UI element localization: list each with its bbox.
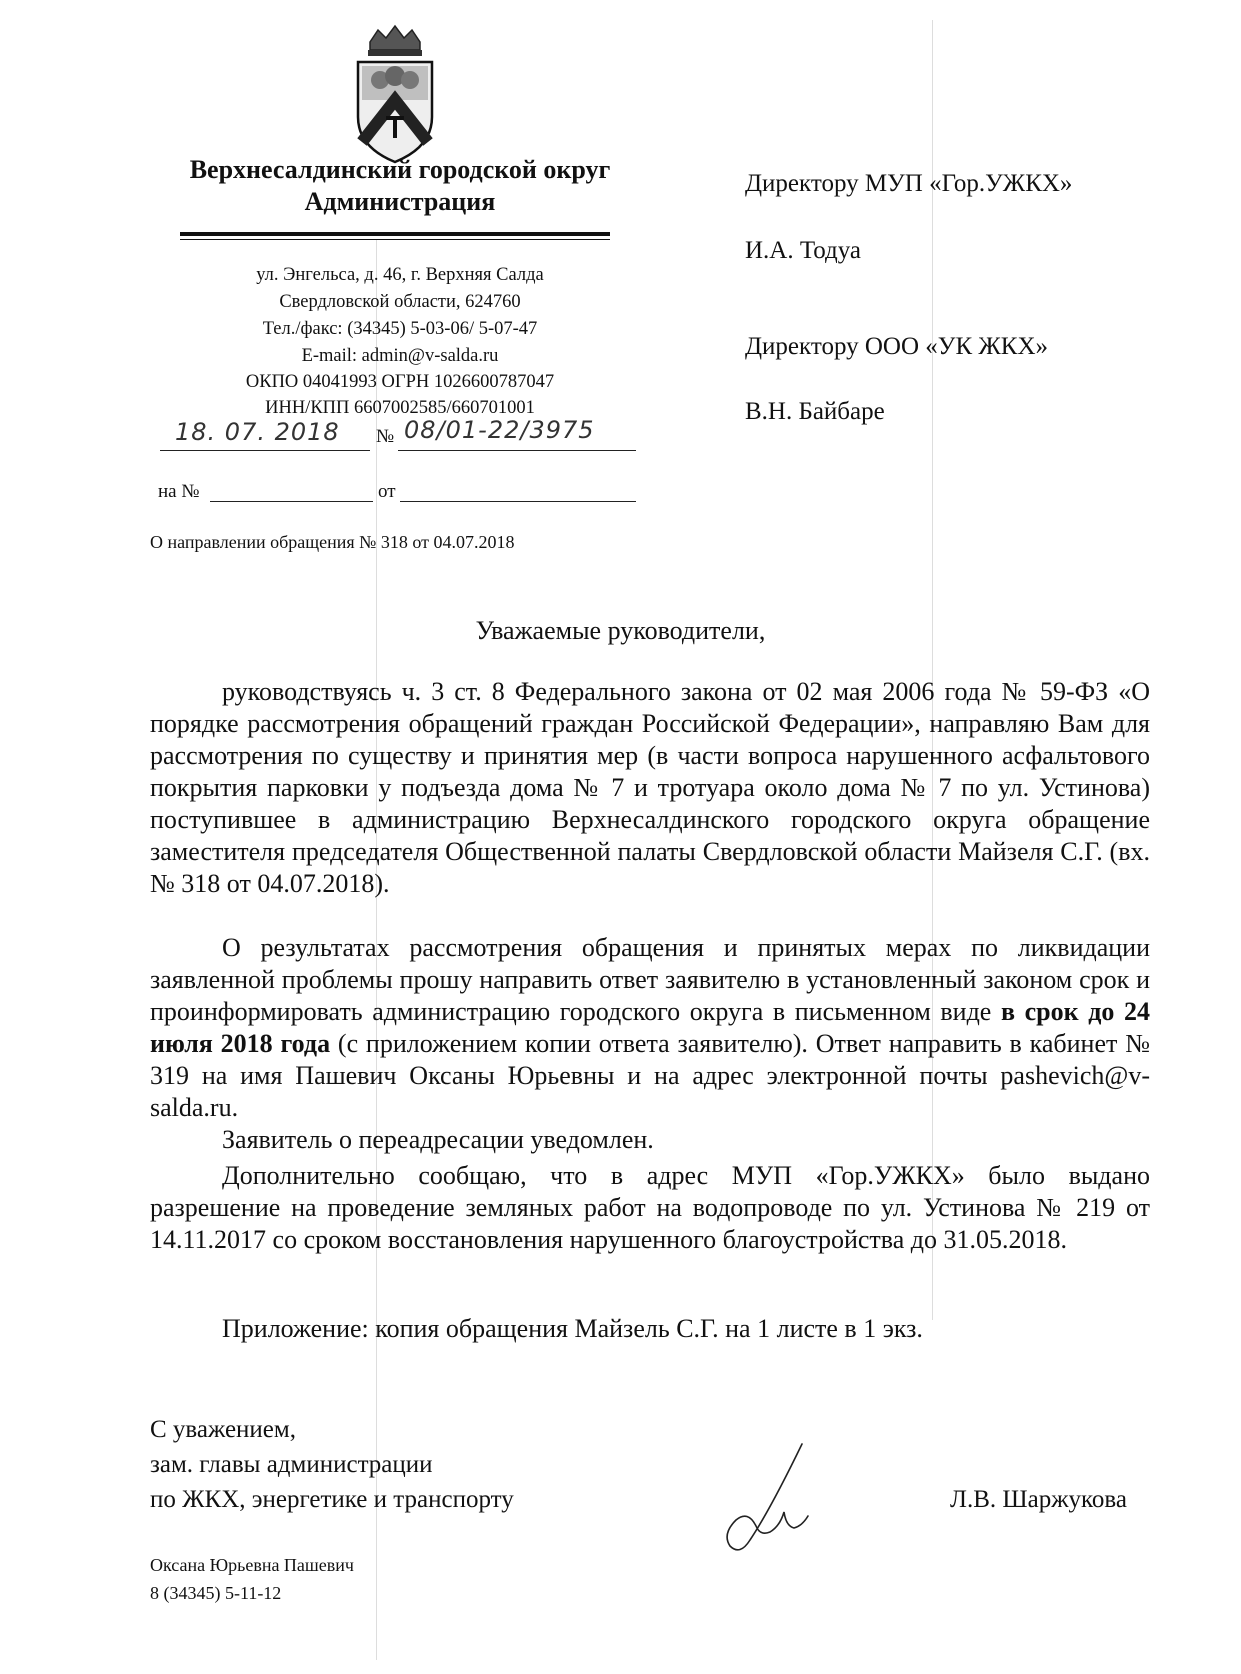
phone-fax-line: Тел./факс: (34345) 5-03-06/ 5-07-47 <box>262 319 538 339</box>
number-underline <box>398 450 636 451</box>
body-paragraph-4-text: Дополнительно сообщаю, что в адрес МУП «Гор.УЖКХ» было выдано разрешение на проведение земляных работ на водопроводе по ул. Устинова № 219 от 14.11.2017 со сроком восстановления нарушенного благоустройства до 31.05.2018. <box>150 1161 1150 1254</box>
na-underline <box>210 501 373 502</box>
recipient-2-name: В.Н. Байбаре <box>745 398 885 425</box>
coat-of-arms-emblem <box>350 22 440 172</box>
body-paragraph-3 <box>150 1124 1150 1156</box>
body-paragraph-1 <box>150 676 1150 900</box>
body-paragraph-4 <box>150 1160 1150 1256</box>
attachment-line: Приложение: копия обращения Майзель С.Г. на 1 листе в 1 экз. <box>222 1314 923 1343</box>
body-paragraph-3-text: Заявитель о переадресации уведомлен. <box>222 1125 654 1154</box>
closing: С уважением, <box>150 1416 296 1443</box>
body-paragraph-2-end: (с приложением копии ответа заявителю). Ответ направить в кабинет № 319 на имя Пашевич Оксаны Юрьевны и на адрес электронной почты pashevich@v-salda.ru. <box>150 1029 1150 1122</box>
body-paragraph-2 <box>150 932 1150 1124</box>
greeting: Уважаемые руководители, <box>475 616 766 645</box>
inn-kpp-line: ИНН/КПП 6607002585/660701001 <box>265 398 535 418</box>
header-rule-thin <box>180 239 610 240</box>
body-paragraph-2-text: О результатах рассмотрения обращения и принятых мерах по ликвидации заявленной проблемы прошу направить ответ заявителю в установленный законом срок и проинформировать администрацию городского округа в письменном виде <box>150 933 1150 1026</box>
organization-name: Верхнесалдинский городской округ <box>189 155 611 184</box>
na-label: на № <box>158 481 200 502</box>
signer-department: по ЖКХ, энергетике и транспорту <box>150 1486 514 1513</box>
number-label: № <box>376 426 395 447</box>
okpo-ogrn-line: ОКПО 04041993 ОГРН 1026600787047 <box>245 372 555 392</box>
recipient-2-title: Директору ООО «УК ЖКХ» <box>745 333 1049 360</box>
recipient-1-title: Директору МУП «Гор.УЖКХ» <box>745 170 1073 197</box>
signer-position: зам. главы администрации <box>150 1451 433 1478</box>
body-paragraph-1-text: руководствуясь ч. 3 ст. 8 Федерального закона от 02 мая 2006 года № 59-ФЗ «О порядке рассмотрения обращений граждан Российской Федерации», направляю Вам для рассмотрения по существу и принятия мер (в части вопроса нарушенного асфальтового покрытия парковки у подъезда дома № 7 и тротуара около дома № 7 по ул. Устинова) поступившее в администрацию Верхнесалдинского городского округа обращение заместителя председателя Общественной палаты Свердловской области Майзеля С.Г. (вх. № 318 от 04.07.2018). <box>150 677 1150 898</box>
subject-line: О направлении обращения № 318 от 04.07.2018 <box>150 532 515 552</box>
organization-department: Администрация <box>304 187 496 216</box>
signer-name: Л.В. Шаржукова <box>950 1486 1127 1513</box>
date-underline <box>160 450 370 451</box>
ot-label: от <box>378 481 396 502</box>
handwritten-number: 08/01-22/3975 <box>404 416 595 444</box>
handwritten-signature <box>710 1440 830 1560</box>
header-rule-thick <box>180 232 610 236</box>
deadline-bold: в срок до 24 июля 2018 года <box>150 997 1151 1058</box>
ot-underline <box>400 501 636 502</box>
address-line: Свердловской области, 624760 <box>279 292 521 312</box>
address-line: ул. Энгельса, д. 46, г. Верхняя Салда <box>256 265 544 285</box>
executor-name: Оксана Юрьевна Пашевич <box>150 1555 354 1575</box>
email-line: E-mail: admin@v-salda.ru <box>301 346 499 366</box>
recipient-1-name: И.А. Тодуа <box>745 237 862 264</box>
handwritten-date: 18. 07. 2018 <box>175 418 340 446</box>
executor-phone: 8 (34345) 5-11-12 <box>150 1583 282 1603</box>
